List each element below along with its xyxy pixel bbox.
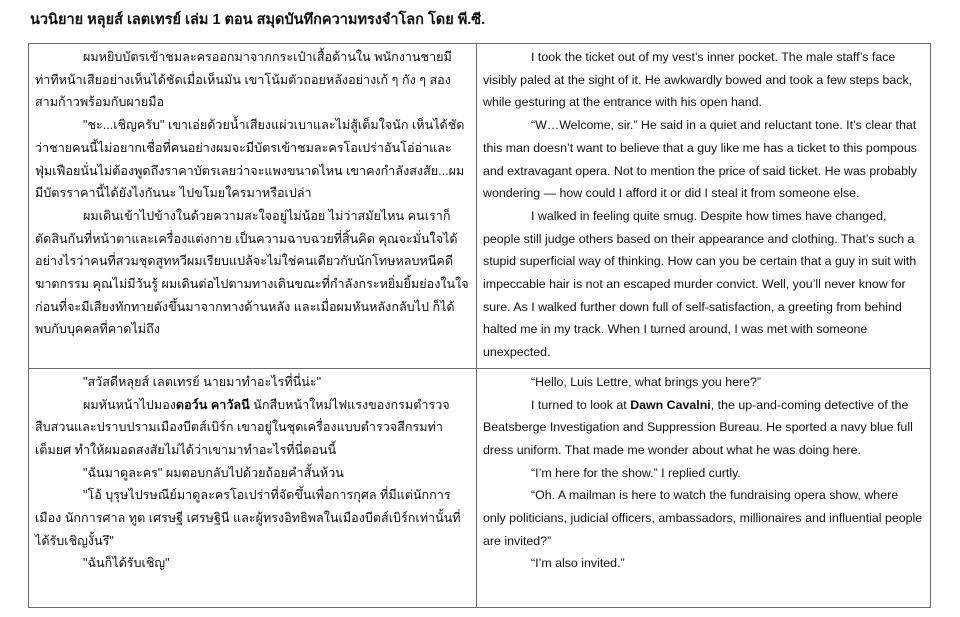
thai-cell (29, 368, 477, 607)
table-row (29, 368, 931, 607)
document-title: นวนิยาย หลุยส์ เลตเทรย์ เล่ม 1 ตอน สมุดบันทึกความทรงจำโลก โดย พี.ซี. (30, 12, 486, 28)
english-cell (477, 44, 931, 369)
paragraph-text: , the up-and-coming detective of the Beatsberge Investigation and Suppression Bureau. He sported a navy blue full dress uniform. That made me wonder about what he was doing here. (483, 397, 913, 457)
paragraph-text: I turned to look at (531, 397, 631, 412)
paragraph-text: ผมหันหน้าไปมอง (83, 397, 176, 412)
thai-paragraph: "โอ้ บุรุษไปรษณีย์มาดูละครโอเปร่าที่จัดขึ้นเพื่อการกุศล ที่มีแต่นักการเมือง นักการศาล ทูต เศรษฐี เศรษฐินี และผู้ทรงอิทธิพลในเมืองบีตส์เบิร์กเท่านั้นที่ได้รับเชิญงั้นรึ" (35, 488, 461, 548)
english-paragraph: “I’m here for the show.” I replied curtly. (531, 465, 741, 480)
english-paragraph: I walked in feeling quite smug. Despite how times have changed, people still judge others based on their appearance and clothing. That’s such a stupid superficial way of thinking. How can you be certain that a guy in suit with impeccable hair is not an escaped murder convict. Well, you’ll never know for sure. As I walked further down full of self-satisfaction, a greeting from behind halted me in my track. When I turned around, I was met with someone unexpected. (483, 208, 917, 360)
thai-paragraph (35, 394, 470, 462)
thai-cell (29, 44, 477, 369)
english-paragraph: “W…Welcome, sir.” He said in a quiet and reluctant tone. It’s clear that this man doesn’t want to believe that a guy like me has a ticket to this pompous and extravagant opera. Not to mention the price of said ticket. He was probably wondering — how could I afford it or did I steal it from someone else. (483, 118, 917, 201)
paragraph-text: นักสืบหน้าใหม่ไฟแรงของกรมตำรวจสืบสวนและปราบปรามเมืองบีตส์เบิร์ก เขาอยู่ในชุดเครื่องแบบตำรวจสีกรมท่าเต็มยศ ทำให้ผมอดสงสัยไม่ได้ว่าเขามาทำอะไรที่นี่ตอนนี้ (35, 397, 450, 457)
english-paragraph: I took the ticket out of my vest’s inner pocket. The male staff’s face visibly paled at the sight of it. He awkwardly bowed and took a few steps back, while gesturing at the entrance with his open hand. (483, 50, 913, 110)
table-row (29, 44, 931, 369)
thai-paragraph: "ชะ...เชิญครับ" เขาเอ่ยด้วยน้ำเสียงแผ่วเบาและไม่สู้เต็มใจนัก เห็นได้ชัดว่าชายคนนี้ไม่อยากเชื่อที่คนอย่างผมจะมีบัตรเข้าชมละครโอเปร่าอันโอ่อ่าและฟุ่มเฟือยนั่นไม่ต้องพูดถึงราคาบัตรเลยว่าจะแพงขนาดไหน เขาคงกำลังสงสัย...ผมมีบัตรราคานี้ได้ยังไงกันนะ ไปขโมยใครมาหรือเปล่า (35, 118, 465, 201)
character-name-bold: Dawn Cavalni (630, 397, 711, 412)
english-paragraph: “Hello, Luis Lettre, what brings you here?” (531, 374, 762, 389)
english-paragraph (483, 394, 924, 462)
parallel-translation-table (28, 43, 931, 608)
english-paragraph: “Oh. A mailman is here to watch the fundraising opera show, where only politicians, judicial officers, ambassadors, millionaires and influential people are invited?” (483, 488, 923, 548)
thai-paragraph: "ฉันก็ได้รับเชิญ" (83, 556, 170, 571)
thai-paragraph: ผมเดินเข้าไปข้างในด้วยความสะใจอยู่ไม่น้อย ไม่ว่าสมัยไหน คนเราก็ตัดสินกันที่หน้าตาและเครื่องแต่งกาย เป็นความฉาบฉวยที่สิ้นคิด คุณจะมั่นใจได้อย่างไรว่าคนที่สวมชุดสูทหวีผมเรียบแปล้จะไม่ใช่คนเดียวกับนักโทษหลบหนีคดีฆาตกรรม คุณไม่มีวันรู้ ผมเดินต่อไปตามทางเดินขณะที่กำลังกระหยิ่มยิ้มย่องในใจ ก่อนที่จะมีเสียงทักทายดังขึ้นมาจากทางด้านหลัง และเมื่อผมหันหลังกลับไป ก็ได้พบกับบุคคลที่คาดไม่ถึง (35, 208, 469, 337)
english-paragraph: “I’m also invited.” (531, 556, 625, 571)
english-cell (477, 368, 931, 607)
thai-paragraph: "ฉันมาดูละคร" ผมตอบกลับไปด้วยถ้อยคำสั้นห้วน (83, 465, 344, 480)
thai-paragraph: ผมหยิบบัตรเข้าชมละครออกมาจากกระเป๋าเสื้อด้านใน พนักงานชายมีท่าทีหน้าเสียอย่างเห็นได้ชัดเมื่อเห็นมัน เขาโน้มตัวถอยหลังอย่างเก้ ๆ กัง ๆ สองสามก้าวพร้อมกับผายมือ (35, 50, 452, 110)
character-name-bold: ดอว์น คาวัลนี (175, 397, 250, 412)
thai-paragraph: "สวัสดีหลุยส์ เลตเทรย์ นายมาทำอะไรที่นี่น่ะ" (83, 374, 322, 389)
